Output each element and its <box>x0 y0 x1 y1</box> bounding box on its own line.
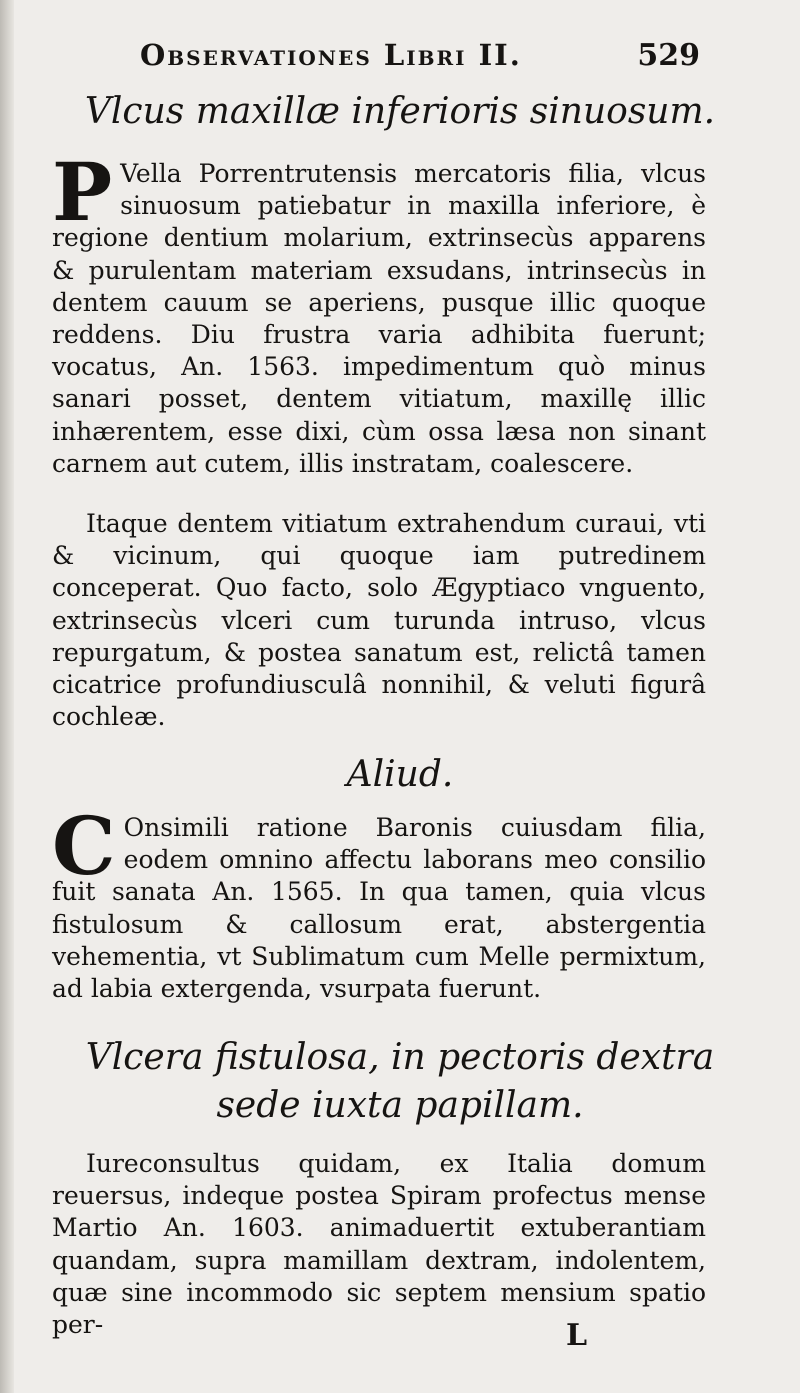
paragraph-iureconsultus <box>52 1148 706 1340</box>
section-heading-vlcera-line1: Vlcera fistulosa, in pectoris dextra <box>85 1037 715 1078</box>
paragraph-itaque <box>52 508 706 748</box>
paragraph-text: Onsimili ratione Baronis cuiusdam filia, eodem omnino affectu laborans meo consilio fuit sanata An. 1565. In qua tamen, quia vlcus fistulosum & callosum erat, abstergentia vehementia, vt Sublimatum cum Melle permixtum, ad labia extergenda, vsurpata fuerunt. <box>52 813 706 1004</box>
section-heading-aliud: Aliud. <box>346 754 454 795</box>
section-heading-vlcera-line2: sede iuxta papillam. <box>216 1085 584 1126</box>
paragraph-consimili <box>52 799 706 1022</box>
section-heading-vlcus-maxillae: Vlcus maxillæ inferioris sinuosum. <box>84 91 716 132</box>
paragraph-text: Vella Porrentrutensis mercatoris filia, vlcus sinuosum patiebatur in maxilla inferiore, è regione dentium molarium, extrinsecùs apparens & purulentam materiam exsudans, intrinsecùs in dentem cauum se aperiens, pusque illic quoque reddens. Diu frustra varia adhibita fuerunt; vocatus, An. 1563. impedimentum quò minus sanari posset, dentem vitiatum, maxillę illic inhærentem, esse dixi, cùm ossa læsa non sinant carnem aut cutem, illis instratam, coalescere. <box>52 159 706 478</box>
paragraph-text: Iureconsultus quidam, ex Italia domum reuersus, indeque postea Spiram profectus mense Martio An. 1603. animaduertit extuberantiam quandam, supra mamillam dextram, indolentem, quæ sine incommodo sic septem mensium spatio per- <box>52 1149 706 1340</box>
drop-cap-c: C <box>52 799 116 893</box>
paragraph-text: Itaque dentem vitiatum extrahendum curaui, vti & vicinum, qui quoque iam putredinem conceperat. Quo facto, solo Ægyptiaco vnguento, extrinsecùs vlceri cum turunda intruso, vlcus repurgatum, & postea sanatum est, relictâ tamen cicatrice profundiusculâ nonnihil, & veluti figurâ cochleæ. <box>52 509 706 732</box>
page-edge-shadow <box>0 0 14 1393</box>
drop-cap-p: P <box>52 145 113 239</box>
paragraph-puella <box>52 145 706 506</box>
running-head-title: Observationes Libri II. <box>140 38 522 72</box>
page-number: 529 <box>637 38 700 73</box>
running-head <box>140 38 700 88</box>
signature-mark: L <box>566 1318 588 1353</box>
